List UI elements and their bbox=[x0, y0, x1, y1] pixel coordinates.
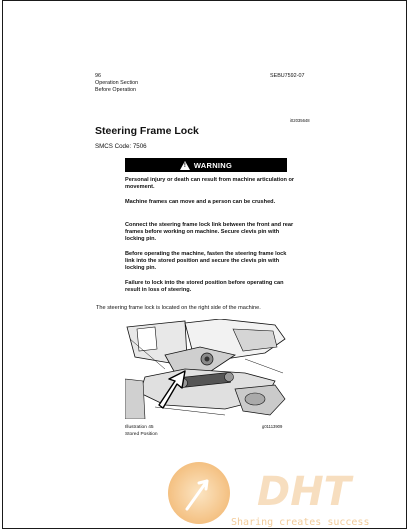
warning-paragraph: Before operating the machine, fasten the steering frame lock link into the stored position and secure the clevis pin with locking pin. bbox=[125, 251, 287, 271]
warning-paragraph: Personal injury or death can result from machine articulation or movement. bbox=[125, 177, 295, 190]
watermark-logo-text: DHT bbox=[257, 469, 351, 515]
section-name: Operation Section bbox=[95, 80, 139, 86]
warning-triangle-icon: ! bbox=[180, 161, 190, 170]
graphic-id: g01113909 bbox=[262, 424, 283, 429]
page-title: Steering Frame Lock bbox=[95, 125, 199, 137]
document-page bbox=[2, 0, 407, 529]
page-header-left bbox=[95, 73, 138, 94]
location-text: The steering frame lock is located on the right side of the machine. bbox=[96, 305, 261, 311]
illustration-number: Illustration 45 bbox=[125, 425, 154, 430]
page-number: 96 bbox=[95, 73, 101, 79]
steering-frame-lock-illustration bbox=[125, 319, 288, 419]
subsection-name: Before Operation bbox=[95, 87, 137, 93]
warning-paragraph: Connect the steering frame lock link between the front and rear frames before working on machine. Secure clevis pin with locking pin. bbox=[125, 222, 294, 242]
smcs-code: SMCS Code: 7506 bbox=[95, 143, 147, 150]
illustration-caption bbox=[125, 424, 158, 438]
reference-id: i02035648 bbox=[290, 118, 310, 123]
watermark-slogan: Sharing creates success bbox=[231, 517, 370, 528]
warning-label: WARNING bbox=[193, 160, 233, 170]
warning-paragraph: Machine frames can move and a person can be crushed. bbox=[125, 199, 276, 205]
warning-paragraph: Failure to lock into the stored position before operating can result in loss of steering. bbox=[125, 280, 284, 293]
warning-banner bbox=[125, 158, 287, 172]
illustration-title: Stored Position bbox=[125, 432, 158, 437]
doc-code: SEBU7592-07 bbox=[270, 73, 305, 79]
